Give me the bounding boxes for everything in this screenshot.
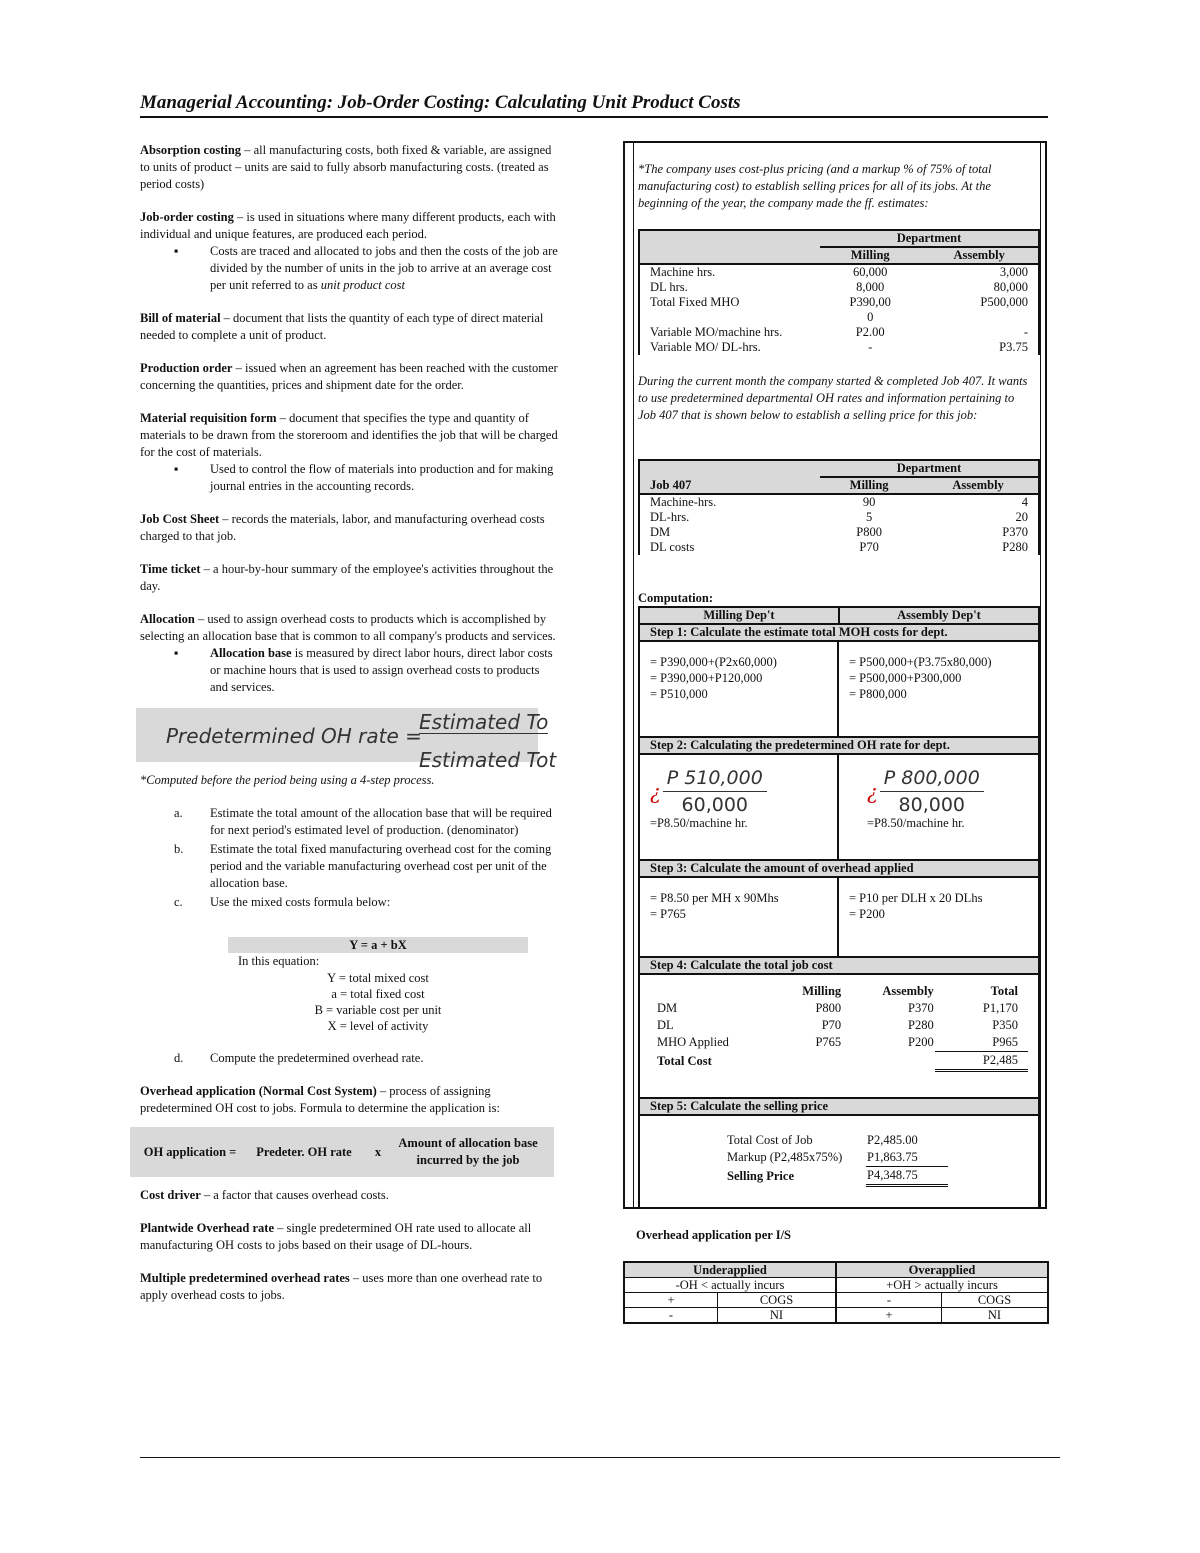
job-order-costing: Job-order costing – is used in situations where many different products, each with individual and unique features, are produced each period. bbox=[140, 210, 556, 241]
table-row: Selling Price P4,348.75 bbox=[726, 1167, 948, 1186]
multiple-rates: Multiple predetermined overhead rates – uses more than one overhead rate to apply overhead costs to jobs. bbox=[140, 1271, 543, 1302]
estimates-table: Department Milling Assembly Machine hrs. 60,000 3,000 DL hrs. 8,000 80,000 Total Fixed MHO P390,00 P500,000 0 Variable MO/machine hrs. P2.00 - Variable MO/ DL-hrs. - P3.75 bbox=[638, 229, 1040, 355]
table-row: Machine hrs. 60,000 3,000 bbox=[650, 265, 1028, 279]
production-order: Production order – issued when an agreement has been reached with the customer concerning the quantities, prices and shipment date for the order. bbox=[140, 361, 558, 392]
list-item: ▪ Costs are traced and allocated to jobs and then the costs of the job are divided by the number of units in the job to arrive at an average cost per unit referred to as unit product cost bbox=[174, 244, 558, 292]
step-2-header: Step 2: Calculating the predetermined OH rate for dept. bbox=[640, 736, 1038, 755]
material-requisition: Material requisition form – document that specifies the type and quantity of materials to be drawn from the storeroom and identifies the job that will be charged for the cost of materials. bbox=[140, 411, 558, 459]
list-item: c. Use the mixed costs formula below: bbox=[174, 895, 391, 909]
cost-driver: Cost driver – a factor that causes overhead costs. bbox=[140, 1188, 389, 1202]
step-4-header: Step 4: Calculate the total job cost bbox=[640, 956, 1038, 975]
example-box bbox=[623, 141, 1047, 1209]
bill-of-material: Bill of material – document that lists the quantity of each type of direct material needed to complete a unit of product. bbox=[140, 311, 544, 342]
table-row: Variable MO/machine hrs. P2.00 - bbox=[650, 325, 1028, 339]
table-row: 0 bbox=[867, 310, 874, 324]
table-row: DL costs P70 P280 bbox=[650, 540, 1028, 554]
job-intro: During the current month the company started & completed Job 407. It wants to use predetermined departmental OH rates and information pertaining to Job 407 that is shown below to establish a selling price for this job: bbox=[638, 374, 1028, 422]
table-row: Total Cost P2,485 bbox=[656, 1052, 1028, 1071]
underapplied-table: Underapplied -OH < actually incurs + COGS - NI bbox=[623, 1261, 837, 1324]
oh-application-formula: OH application = Predeter. OH rate x Amount of allocation base incurred by the job bbox=[130, 1127, 554, 1177]
table-row: - NI bbox=[624, 1308, 836, 1324]
table-row: DM P800 P370 P1,170 bbox=[657, 1001, 1018, 1015]
oh-rate-formula: Predetermined OH rate = Estimated To Estimated Tot bbox=[136, 708, 538, 762]
overhead-application: Overhead application (Normal Cost System) – process of assigning predetermined OH cost to jobs. Formula to determine the application is: bbox=[140, 1084, 500, 1115]
footer-rule bbox=[140, 1457, 1060, 1458]
absorption-costing: Absorption costing – all manufacturing costs, both fixed & variable, are assigned to units of product – units are said to fully absorb manufacturing costs. (treated as period costs) bbox=[140, 143, 552, 191]
job-cost-sheet: Job Cost Sheet – records the materials, labor, and manufacturing overhead costs charged to that job. bbox=[140, 512, 545, 543]
table-row: DM P800 P370 bbox=[650, 525, 1028, 539]
job-cost-table: Milling Assembly Total DM P800 P370 P1,170 DL P70 P280 P350 MHO Applied P765 P200 P965 Total Cost P2,485 bbox=[656, 983, 1028, 1072]
example-intro: *The company uses cost-plus pricing (and a markup % of 75% of total manufacturing cost) to establish selling prices for all of its jobs. At the beginning of the year, the company made the ff. estimates: bbox=[638, 162, 992, 210]
step-5-header: Step 5: Calculate the selling price bbox=[640, 1097, 1038, 1116]
computation-block: Milling Dep't Assembly Dep't Step 1: Calculate the estimate total MOH costs for dept. = P390,000+(P2x60,000) = P390,000+P120,000 = P510,000 = P500,000+(P3.75x80,000) = P500,000+P300,000 = P800,000 Step 2: Calculating the predetermined OH rate for dept. ¿ $\frac{P 510,000}{60,000}$ =P8.50/machine hr. ¿ $\frac{P 800,000}{80,000}$ =P8.50/machine hr. Step 3: Calculate the amount of overhead applied = P8.50 per MH x 90Mhs = P765 = P10 per DLH x 20 DLhs = P200 Step 4: Calculate the total job cost Milling Assembly Total DM P800 P370 P1,170 DL P70 P280 P350 MHO Applied P765 P200 P965 Total Cost P2,485 Step 5: Calculate the selling price Total Cost of Job P2,485.00 Markup (P2,485x75%) P1,863.75 Selling Price P4,348.75 bbox=[638, 606, 1040, 1209]
allocation: Allocation – used to assign overhead costs to products which is accomplished by selecting an allocation base that is common to all company's products and services. bbox=[140, 612, 556, 643]
table-row: Machine-hrs. 90 4 bbox=[650, 495, 1028, 509]
overapplied-table: Overapplied +OH > actually incurs - COGS + NI bbox=[835, 1261, 1049, 1324]
mixed-cost-formula: Y = a + bX In this equation: Y = total mixed cost a = total fixed cost B = variable cost per unit X = level of activity bbox=[228, 937, 528, 1034]
computed-note: *Computed before the period being using a 4-step process. bbox=[140, 773, 435, 787]
table-row: Total Cost of Job P2,485.00 bbox=[727, 1133, 918, 1147]
plantwide-rate: Plantwide Overhead rate – single predetermined OH rate used to allocate all manufacturing OH costs to jobs based on their usage of DL-hours. bbox=[140, 1221, 532, 1252]
list-item: a. Estimate the total amount of the allocation base that will be required for next period's estimated level of production. (denominator) bbox=[174, 806, 552, 837]
table-row: + NI bbox=[836, 1308, 1048, 1324]
table-row: DL hrs. 8,000 80,000 bbox=[650, 280, 1028, 294]
table-row: Variable MO/ DL-hrs. - P3.75 bbox=[650, 340, 1028, 354]
table-row: Total Fixed MHO P390,00 P500,000 bbox=[650, 295, 1028, 309]
list-item: ▪ Allocation base is measured by direct labor hours, direct labor costs or machine hours that is used to assign overhead costs to products and services. bbox=[174, 646, 553, 694]
table-row: DL P70 P280 P350 bbox=[657, 1018, 1018, 1032]
left-column bbox=[140, 142, 560, 1320]
list-item: ▪ Used to control the flow of materials into production and for making journal entries in the accounting records. bbox=[174, 462, 554, 493]
job-407-table: Department Job 407 Milling Assembly Machine-hrs. 90 4 DL-hrs. 5 20 DM P800 P370 DL costs P70 P280 bbox=[638, 459, 1040, 555]
table-row: DL-hrs. 5 20 bbox=[650, 510, 1028, 524]
list-item: b. Estimate the total fixed manufacturing overhead cost for the coming period and the variable manufacturing overhead cost per unit of the allocation base. bbox=[174, 842, 552, 890]
table-row: + COGS bbox=[624, 1293, 836, 1308]
time-ticket: Time ticket – a hour-by-hour summary of the employee's activities throughout the day. bbox=[140, 562, 554, 593]
table-row: - COGS bbox=[836, 1293, 1048, 1308]
page-title: Managerial Accounting: Job-Order Costing: Calculating Unit Product Costs bbox=[140, 92, 1048, 118]
step-1-header: Step 1: Calculate the estimate total MOH costs for dept. bbox=[640, 625, 1038, 642]
list-item: d. Compute the predetermined overhead rate. bbox=[174, 1051, 424, 1065]
step-3-header: Step 3: Calculate the amount of overhead applied bbox=[640, 859, 1038, 878]
oh-is-label: Overhead application per I/S bbox=[636, 1228, 791, 1242]
computation-label: Computation: bbox=[638, 591, 714, 605]
table-row: MHO Applied P765 P200 P965 bbox=[656, 1034, 1028, 1052]
selling-price-table bbox=[726, 1132, 948, 1187]
step-list bbox=[140, 805, 560, 911]
table-row: Markup (P2,485x75%) P1,863.75 bbox=[726, 1149, 948, 1167]
